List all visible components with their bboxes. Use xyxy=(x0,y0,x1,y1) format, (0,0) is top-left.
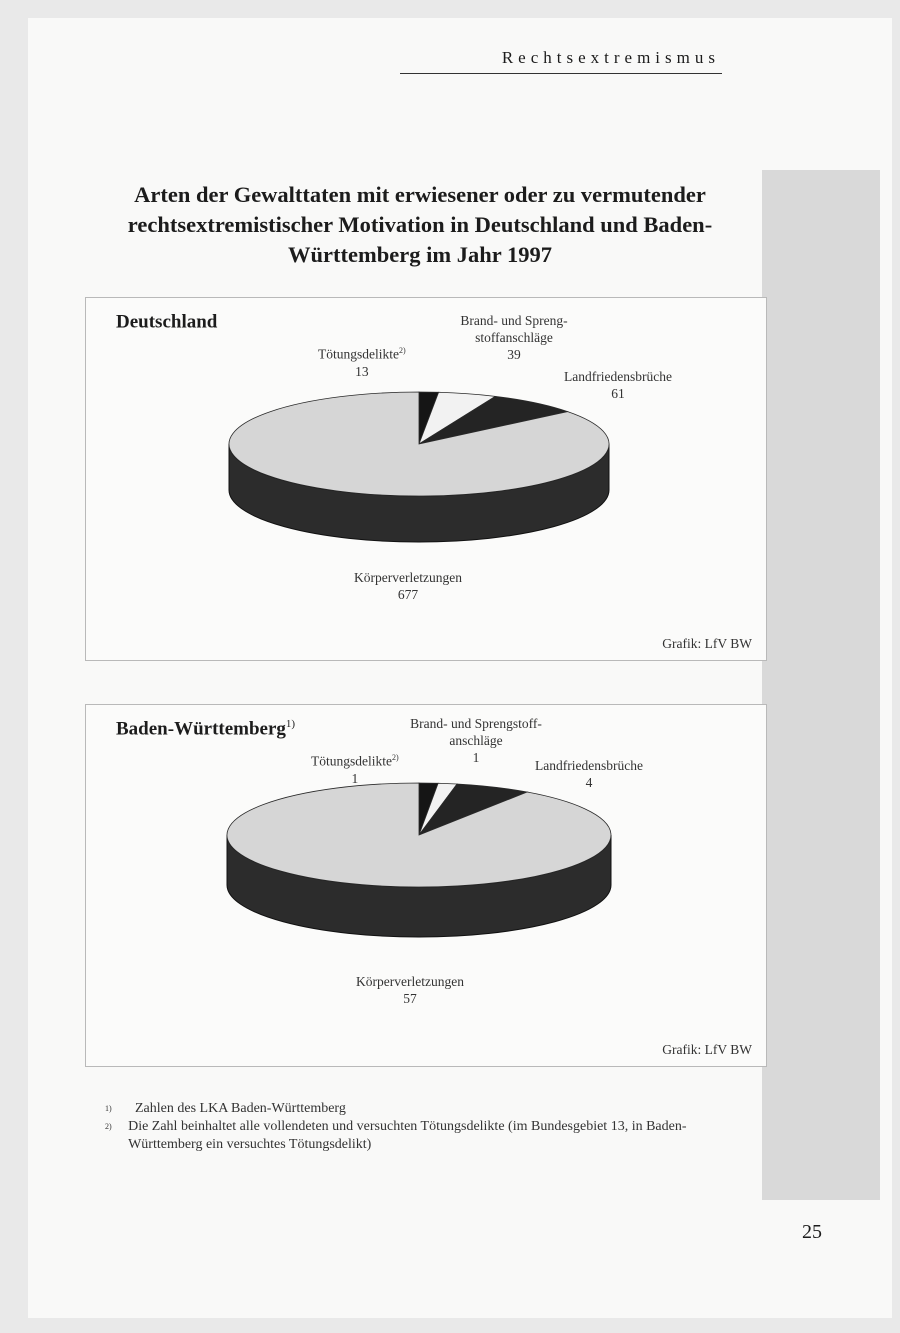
pie-chart-deutschland xyxy=(86,298,766,660)
label-brand-spreng: Brand- und Sprengstoff- anschläge 1 xyxy=(410,716,542,765)
pie-slice-koerperverletzungen xyxy=(227,783,611,887)
page-number: 25 xyxy=(802,1221,822,1243)
label-toetungsdelikte: Tötungsdelikte$^{2)}$ 1 xyxy=(311,753,399,786)
chart-title-deutschland: Deutschland xyxy=(116,311,218,333)
chart-deutschland xyxy=(85,297,767,661)
chart-source: Grafik: LfV BW xyxy=(662,1042,752,1057)
label-brand-spreng: Brand- und Spreng- stoffanschläge 39 xyxy=(460,313,568,362)
footnote-2: 2) Die Zahl beinhaltet alle vollendeten und versuchten Tötungsdelikte (im Bundesgebiet 13, in Baden-Württemberg ein versuchtes Tötungsdelikt) xyxy=(105,1119,687,1152)
gray-margin-strip xyxy=(762,170,880,1200)
running-head: Rechtsextremismus xyxy=(501,48,720,67)
footnotes xyxy=(105,1100,745,1154)
header-rule xyxy=(400,73,722,74)
label-landfriedensbrueche: Landfriedensbrüche 61 xyxy=(564,369,672,401)
page-title: Arten der Gewalttaten mit erwiesener oder zu vermutender rechtsextremistischer Motivation in Deutschland und Baden-Württemberg im Jahr 1997 xyxy=(127,182,713,267)
label-toetungsdelikte: Tötungsdelikte$^{2)}$ 13 xyxy=(318,346,406,379)
label-landfriedensbrueche: Landfriedensbrüche 4 xyxy=(535,758,643,790)
chart-source: Grafik: LfV BW xyxy=(662,636,752,651)
label-koerperverletzungen: Körperverletzungen 57 xyxy=(356,974,464,1006)
label-koerperverletzungen: Körperverletzungen 677 xyxy=(354,570,462,602)
chart-title-baden-wuerttemberg: Baden-Württemberg$^{1)}$ xyxy=(116,718,296,740)
footnote-1: 1) Zahlen des LKA Baden-Württemberg xyxy=(105,1101,346,1116)
chart-baden-wuerttemberg xyxy=(85,704,767,1067)
